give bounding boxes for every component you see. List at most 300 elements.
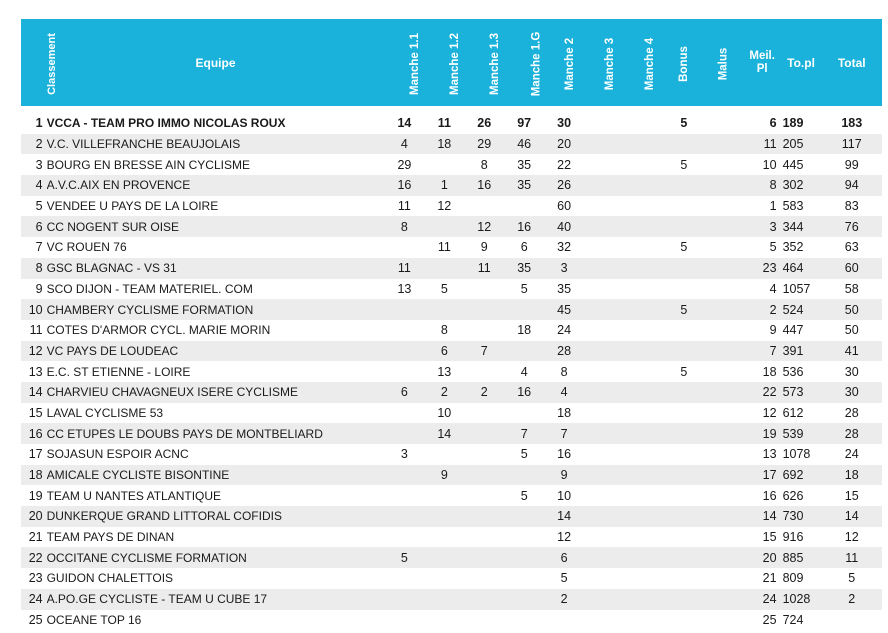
total-cell: 41 [822,341,882,362]
manche-1-1-cell [384,589,424,610]
header-meil-pl: Meil. Pl [744,19,781,106]
manche-2-cell: 3 [544,258,584,279]
manche-3-cell [584,547,624,568]
manche-1-3-cell [464,547,504,568]
total-cell: 5 [822,568,882,589]
meil-pl-cell: 20 [744,547,781,568]
manche-1-3-cell: 2 [464,382,504,403]
manche-1-g-cell: 18 [504,320,544,341]
meil-pl-cell: 17 [744,465,781,486]
bonus-cell [664,175,704,196]
team-cell: AMICALE CYCLISTE BISONTINE [47,465,385,486]
manche-1-2-cell: 9 [424,465,464,486]
team-cell: VENDEE U PAYS DE LA LOIRE [47,196,385,217]
team-cell: COTES D'ARMOR CYCL. MARIE MORIN [47,320,385,341]
manche-1-1-cell: 6 [384,382,424,403]
manche-4-cell [624,527,664,548]
manche-4-cell [624,154,664,175]
total-cell: 60 [822,258,882,279]
manche-1-1-cell [384,465,424,486]
team-cell: CHARVIEU CHAVAGNEUX ISERE CYCLISME [47,382,385,403]
meil-pl-cell: 8 [744,175,781,196]
table-row [21,444,882,465]
manche-1-1-cell: 11 [384,196,424,217]
to-pl-cell: 1057 [781,279,822,300]
team-cell: E.C. ST ETIENNE - LOIRE [47,361,385,382]
manche-1-2-cell [424,568,464,589]
manche-2-cell: 35 [544,279,584,300]
manche-1-2-cell [424,589,464,610]
to-pl-cell: 730 [781,506,822,527]
manche-2-cell: 4 [544,382,584,403]
malus-cell [704,485,744,506]
to-pl-cell: 524 [781,299,822,320]
header-manche-2: Manche 2 [544,19,584,106]
manche-1-3-cell [464,444,504,465]
manche-1-2-cell: 2 [424,382,464,403]
manche-3-cell [584,568,624,589]
rank-cell: 1 [21,113,47,134]
rank-cell: 4 [21,175,47,196]
malus-cell [704,547,744,568]
manche-4-cell [624,423,664,444]
meil-pl-cell: 12 [744,403,781,424]
meil-pl-cell: 25 [744,610,781,631]
total-cell: 50 [822,320,882,341]
manche-1-g-cell [504,568,544,589]
manche-1-1-cell [384,568,424,589]
malus-cell [704,154,744,175]
malus-cell [704,610,744,631]
to-pl-cell: 445 [781,154,822,175]
manche-1-2-cell: 14 [424,423,464,444]
manche-1-2-cell: 8 [424,320,464,341]
manche-1-1-cell: 5 [384,547,424,568]
malus-cell [704,237,744,258]
table-row [21,403,882,424]
manche-1-g-cell [504,547,544,568]
manche-2-cell: 40 [544,216,584,237]
manche-1-3-cell: 16 [464,175,504,196]
manche-1-g-cell: 5 [504,444,544,465]
bonus-cell: 5 [664,299,704,320]
manche-3-cell [584,113,624,134]
bonus-cell [664,403,704,424]
manche-4-cell [624,444,664,465]
bonus-cell [664,506,704,527]
team-cell: OCEANE TOP 16 [47,610,385,631]
manche-1-1-cell [384,610,424,631]
to-pl-cell: 692 [781,465,822,486]
table-row [21,361,882,382]
table-row [21,382,882,403]
to-pl-cell: 539 [781,423,822,444]
manche-4-cell [624,403,664,424]
table-row [21,485,882,506]
table-row [21,154,882,175]
total-cell: 11 [822,547,882,568]
manche-3-cell [584,506,624,527]
to-pl-cell: 1028 [781,589,822,610]
manche-1-2-cell [424,299,464,320]
manche-3-cell [584,423,624,444]
bonus-cell: 5 [664,361,704,382]
meil-pl-cell: 16 [744,485,781,506]
manche-1-g-cell: 7 [504,423,544,444]
manche-2-cell: 30 [544,113,584,134]
manche-1-g-cell: 35 [504,154,544,175]
team-cell: TEAM PAYS DE DINAN [47,527,385,548]
total-cell: 14 [822,506,882,527]
manche-3-cell [584,154,624,175]
rank-cell: 11 [21,320,47,341]
manche-1-3-cell [464,485,504,506]
manche-2-cell: 8 [544,361,584,382]
team-cell: V.C. VILLEFRANCHE BEAUJOLAIS [47,134,385,155]
bonus-cell [664,527,704,548]
manche-1-2-cell [424,216,464,237]
total-cell: 83 [822,196,882,217]
manche-2-cell: 28 [544,341,584,362]
bonus-cell [664,134,704,155]
manche-3-cell [584,237,624,258]
to-pl-cell: 1078 [781,444,822,465]
table-row [21,175,882,196]
manche-1-3-cell [464,506,504,527]
manche-1-g-cell: 16 [504,216,544,237]
to-pl-cell: 344 [781,216,822,237]
team-cell: DUNKERQUE GRAND LITTORAL COFIDIS [47,506,385,527]
manche-2-cell: 5 [544,568,584,589]
table-row [21,299,882,320]
meil-pl-cell: 7 [744,341,781,362]
manche-3-cell [584,134,624,155]
total-cell: 30 [822,361,882,382]
manche-1-2-cell [424,444,464,465]
manche-4-cell [624,465,664,486]
manche-4-cell [624,299,664,320]
rank-cell: 3 [21,154,47,175]
manche-1-2-cell [424,610,464,631]
malus-cell [704,403,744,424]
header-manche-1-3: Manche 1.3 [464,19,504,106]
table-row [21,216,882,237]
total-cell: 28 [822,403,882,424]
manche-1-2-cell: 11 [424,113,464,134]
rank-cell: 12 [21,341,47,362]
team-cell: BOURG EN BRESSE AIN CYCLISME [47,154,385,175]
manche-1-3-cell [464,423,504,444]
manche-2-cell: 45 [544,299,584,320]
to-pl-cell: 205 [781,134,822,155]
malus-cell [704,134,744,155]
total-cell: 15 [822,485,882,506]
total-cell: 18 [822,465,882,486]
manche-4-cell [624,134,664,155]
manche-1-3-cell: 12 [464,216,504,237]
manche-2-cell: 32 [544,237,584,258]
manche-4-cell [624,547,664,568]
total-cell: 58 [822,279,882,300]
standings-table [21,19,882,630]
rank-cell: 6 [21,216,47,237]
manche-1-3-cell: 8 [464,154,504,175]
manche-3-cell [584,175,624,196]
manche-4-cell [624,216,664,237]
table-row [21,258,882,279]
manche-1-2-cell: 11 [424,237,464,258]
manche-1-1-cell [384,237,424,258]
manche-1-1-cell [384,485,424,506]
manche-2-cell: 9 [544,465,584,486]
meil-pl-cell: 14 [744,506,781,527]
manche-3-cell [584,341,624,362]
table-row [21,423,882,444]
manche-3-cell [584,320,624,341]
manche-1-2-cell: 6 [424,341,464,362]
team-cell: SCO DIJON - TEAM MATERIEL. COM [47,279,385,300]
manche-1-2-cell: 10 [424,403,464,424]
header-manche-1-2: Manche 1.2 [424,19,464,106]
manche-3-cell [584,216,624,237]
manche-1-g-cell [504,610,544,631]
manche-1-3-cell [464,299,504,320]
manche-1-1-cell [384,299,424,320]
manche-1-2-cell [424,485,464,506]
malus-cell [704,589,744,610]
table-header [21,19,882,106]
meil-pl-cell: 9 [744,320,781,341]
malus-cell [704,216,744,237]
team-cell: CC NOGENT SUR OISE [47,216,385,237]
to-pl-cell: 573 [781,382,822,403]
manche-1-3-cell [464,610,504,631]
manche-4-cell [624,485,664,506]
total-cell: 117 [822,134,882,155]
total-cell [822,610,882,631]
manche-3-cell [584,589,624,610]
rank-cell: 22 [21,547,47,568]
rank-cell: 2 [21,134,47,155]
manche-1-g-cell: 16 [504,382,544,403]
team-cell: VC ROUEN 76 [47,237,385,258]
rank-cell: 9 [21,279,47,300]
to-pl-cell: 352 [781,237,822,258]
table-row [21,320,882,341]
malus-cell [704,527,744,548]
rank-cell: 8 [21,258,47,279]
header-gap [21,106,882,113]
malus-cell [704,113,744,134]
manche-3-cell [584,527,624,548]
meil-pl-cell: 10 [744,154,781,175]
manche-4-cell [624,237,664,258]
bonus-cell [664,444,704,465]
rank-cell: 21 [21,527,47,548]
table-row [21,589,882,610]
header-manche-1-g: Manche 1.G [504,19,544,106]
manche-1-1-cell: 29 [384,154,424,175]
bonus-cell [664,589,704,610]
manche-1-g-cell: 5 [504,279,544,300]
rank-cell: 20 [21,506,47,527]
manche-1-3-cell [464,279,504,300]
manche-1-g-cell [504,403,544,424]
bonus-cell [664,196,704,217]
to-pl-cell: 302 [781,175,822,196]
team-cell: VC PAYS DE LOUDEAC [47,341,385,362]
meil-pl-cell: 4 [744,279,781,300]
manche-3-cell [584,465,624,486]
manche-3-cell [584,258,624,279]
total-cell: 50 [822,299,882,320]
bonus-cell [664,465,704,486]
manche-3-cell [584,299,624,320]
team-cell: LAVAL CYCLISME 53 [47,403,385,424]
manche-3-cell [584,382,624,403]
meil-pl-cell: 3 [744,216,781,237]
manche-3-cell [584,279,624,300]
bonus-cell [664,423,704,444]
manche-4-cell [624,320,664,341]
meil-pl-cell: 18 [744,361,781,382]
header-manche-3: Manche 3 [584,19,624,106]
header-gap-cell [21,106,882,113]
total-cell: 12 [822,527,882,548]
rank-cell: 14 [21,382,47,403]
total-cell: 99 [822,154,882,175]
manche-2-cell: 2 [544,589,584,610]
team-cell: SOJASUN ESPOIR ACNC [47,444,385,465]
manche-2-cell: 10 [544,485,584,506]
malus-cell [704,506,744,527]
manche-2-cell: 60 [544,196,584,217]
malus-cell [704,299,744,320]
manche-1-1-cell: 8 [384,216,424,237]
manche-1-1-cell [384,423,424,444]
manche-2-cell: 6 [544,547,584,568]
malus-cell [704,423,744,444]
table-row [21,341,882,362]
bonus-cell [664,341,704,362]
manche-1-2-cell: 5 [424,279,464,300]
manche-1-2-cell: 1 [424,175,464,196]
manche-4-cell [624,279,664,300]
meil-pl-cell: 11 [744,134,781,155]
manche-1-g-cell: 6 [504,237,544,258]
rank-cell: 17 [21,444,47,465]
to-pl-cell: 464 [781,258,822,279]
bonus-cell [664,279,704,300]
rank-cell: 18 [21,465,47,486]
manche-1-3-cell [464,589,504,610]
bonus-cell [664,258,704,279]
total-cell: 63 [822,237,882,258]
manche-2-cell: 7 [544,423,584,444]
rank-cell: 19 [21,485,47,506]
manche-3-cell [584,485,624,506]
manche-1-g-cell [504,465,544,486]
meil-pl-cell: 24 [744,589,781,610]
to-pl-cell: 626 [781,485,822,506]
malus-cell [704,444,744,465]
malus-cell [704,258,744,279]
rank-cell: 16 [21,423,47,444]
to-pl-cell: 809 [781,568,822,589]
team-cell: GSC BLAGNAC - VS 31 [47,258,385,279]
meil-pl-cell: 23 [744,258,781,279]
manche-1-g-cell: 97 [504,113,544,134]
manche-3-cell [584,444,624,465]
total-cell: 76 [822,216,882,237]
header-manche-4: Manche 4 [624,19,664,106]
manche-1-1-cell: 3 [384,444,424,465]
rank-cell: 23 [21,568,47,589]
total-cell: 28 [822,423,882,444]
bonus-cell [664,485,704,506]
manche-1-2-cell: 18 [424,134,464,155]
header-to-pl: To.pl [781,19,822,106]
table-row [21,547,882,568]
total-cell: 24 [822,444,882,465]
manche-4-cell [624,113,664,134]
manche-3-cell [584,610,624,631]
rank-cell: 15 [21,403,47,424]
manche-4-cell [624,610,664,631]
to-pl-cell: 724 [781,610,822,631]
meil-pl-cell: 13 [744,444,781,465]
manche-1-1-cell [384,527,424,548]
manche-4-cell [624,258,664,279]
malus-cell [704,465,744,486]
manche-1-2-cell [424,547,464,568]
malus-cell [704,382,744,403]
manche-3-cell [584,361,624,382]
table-body [21,106,882,630]
manche-1-3-cell [464,361,504,382]
manche-1-g-cell: 5 [504,485,544,506]
meil-pl-cell: 22 [744,382,781,403]
malus-cell [704,361,744,382]
manche-1-1-cell [384,320,424,341]
manche-4-cell [624,196,664,217]
rank-cell: 13 [21,361,47,382]
header-classement: Classement [21,19,47,106]
manche-3-cell [584,403,624,424]
manche-2-cell: 12 [544,527,584,548]
manche-1-g-cell [504,196,544,217]
manche-1-g-cell: 4 [504,361,544,382]
manche-1-g-cell [504,299,544,320]
manche-1-2-cell [424,506,464,527]
bonus-cell [664,568,704,589]
manche-1-g-cell [504,341,544,362]
manche-1-1-cell [384,403,424,424]
manche-1-3-cell: 29 [464,134,504,155]
team-cell: OCCITANE CYCLISME FORMATION [47,547,385,568]
team-cell: GUIDON CHALETTOIS [47,568,385,589]
bonus-cell: 5 [664,154,704,175]
total-cell: 94 [822,175,882,196]
bonus-cell [664,547,704,568]
total-cell: 30 [822,382,882,403]
manche-4-cell [624,361,664,382]
malus-cell [704,341,744,362]
meil-pl-cell: 5 [744,237,781,258]
manche-1-g-cell: 35 [504,175,544,196]
manche-4-cell [624,341,664,362]
to-pl-cell: 391 [781,341,822,362]
